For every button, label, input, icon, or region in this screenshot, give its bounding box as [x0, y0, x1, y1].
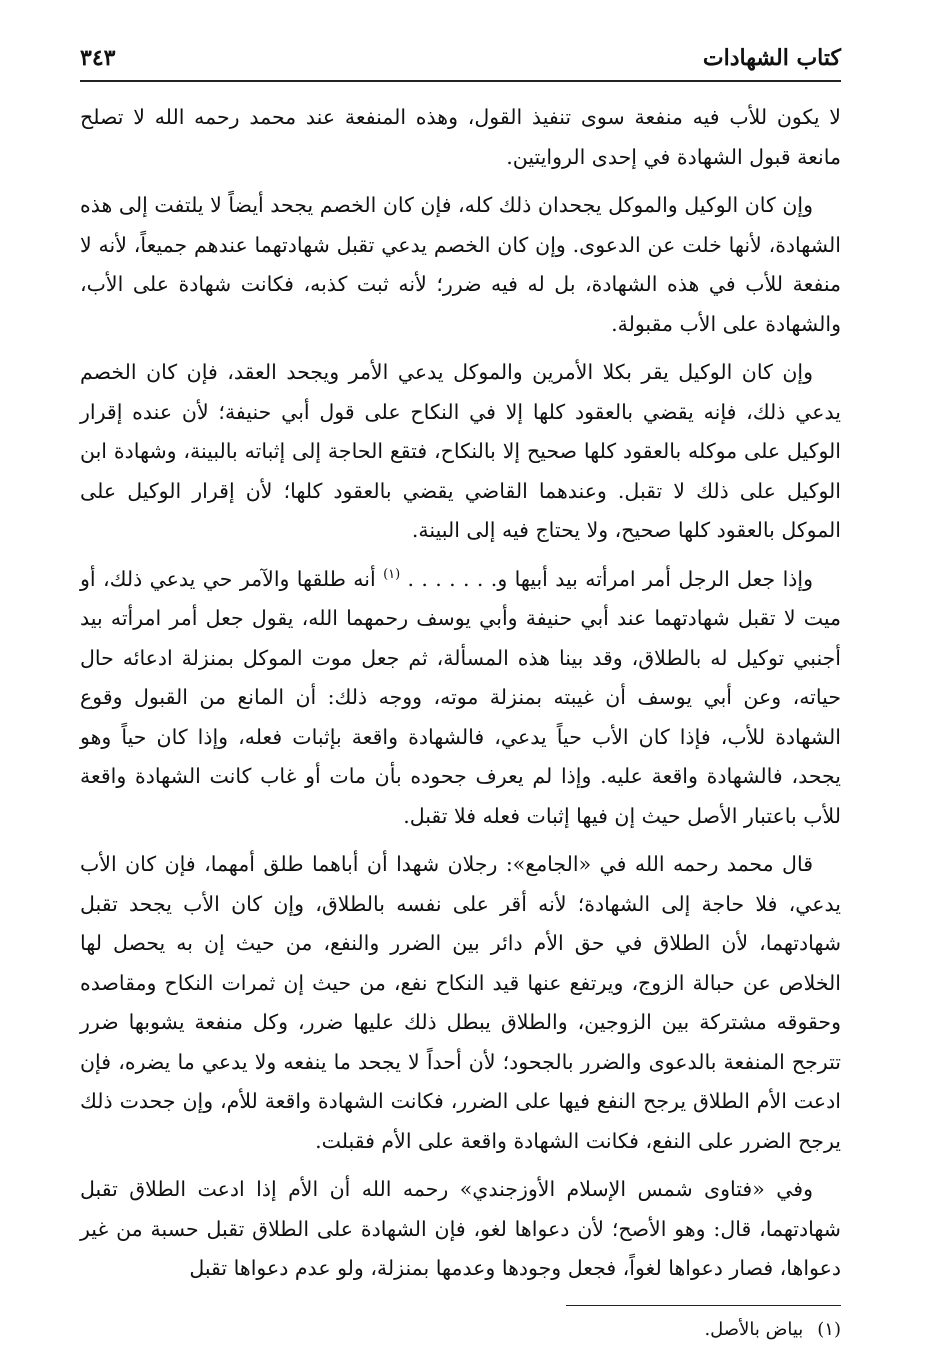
main-text [80, 98, 841, 1298]
paragraph-continuation: لا يكون للأب فيه منفعة سوى تنفيذ القول، وهذه المنفعة عند محمد رحمه الله لا تصلح مانعة قبول الشهادة في إحدى الروايتين. [80, 105, 841, 169]
paragraph-text: وإذا جعل الرجل أمر امرأته بيد أبيها و. . . . . . . [400, 566, 813, 591]
paragraph-with-note [80, 560, 841, 837]
book-title: كتاب الشهادات [702, 45, 841, 71]
header-rule [80, 80, 841, 82]
paragraph-text: أنه طلقها والآمر حي يدعي ذلك، أو ميت لا تقبل شهادتهما عند أبي حنيفة وأبي يوسف رحمهما الله، يقول جعل أمر امرأته بيد أجنبي توكيل له بالطلاق، وقد بينا هذه المسألة، ثم جعل موت الموكل بمنزلة ادعائه حال حياته، وعن أبي يوسف أن غيبته بمنزلة موته، ووجه ذلك: أن المانع من القبول وقوع الشهادة للأب، فإذا كان الأب حياً يدعي، فالشهادة واقعة بإثبات فعله، وإذا كان حياً وهو يجحد، فالشهادة واقعة عليه. وإذا لم يعرف جحوده بأن مات أو غاب كانت الشهادة واقعة للأب باعتبار الأصل حيث إن فيها إثبات فعله فلا تقبل. [80, 566, 841, 828]
footnote-text: بياض بالأصل. [704, 1319, 804, 1340]
paragraph: وإن كان الوكيل والموكل يجحدان ذلك كله، فإن كان الخصم يجحد أيضاً لا يلتفت إلى هذه الشهادة، لأنها خلت عن الدعوى. وإن كان الخصم يدعي تقبل شهادتهما عندهم جميعاً، لأنه لا منفعة للأب في هذه الشهادة، بل له فيه ضرر؛ لأنه ثبت كذبه، فكانت شهادة على الأب، والشهادة على الأب مقبولة. [80, 193, 841, 336]
paragraph: وإن كان الوكيل يقر بكلا الأمرين والموكل يدعي الأمر ويجحد العقد، فإن كان الخصم يدعي ذلك، فإنه يقضي بالعقود كلها إلا في النكاح على قول أبي حنيفة؛ لأن عنده إقرار الوكيل على موكله بالعقود كلها صحيح إلا بالنكاح، فتقع الحاجة إلى إثباته بالبينة، وشهادة ابن الوكيل على ذلك لا تقبل. وعندهما القاضي يقضي بالعقود كلها؛ لأن إقرار الوكيل على الموكل بالعقود كلها صحيح، ولا يحتاج فيه إلى البينة. [80, 360, 841, 542]
footnote-rule [566, 1305, 841, 1306]
paragraph: وفي «فتاوى شمس الإسلام الأوزجندي» رحمه الله أن الأم إذا ادعت الطلاق تقبل شهادتهما، قال: وهو الأصح؛ لأن دعواها لغو، فإن الشهادة على الطلاق تقبل حسبة من غير دعواها، فصار دعواها لغواً، فجعل وجودها وعدمها بمنزلة، ولو عدم دعواها تقبل [80, 1177, 841, 1280]
page-number: ٣٤٣ [80, 45, 116, 71]
footnote [704, 1318, 841, 1342]
footnote-marker: (١) [383, 566, 401, 582]
footnote-number: (١) [817, 1319, 841, 1340]
running-header [80, 38, 841, 78]
paragraph: قال محمد رحمه الله في «الجامع»: رجلان شهدا أن أباهما طلق أمهما، فإن كان الأب يدعي، فلا حاجة إلى الشهادة؛ لأنه أقر على نفسه بالطلاق، وإن كان الأب يجحد تقبل شهادتهما، لأن الطلاق في حق الأم دائر بين الضرر والنفع، من حيث إن به يحصل لها الخلاص عن حبالة الزوج، ويرتفع عنها قيد النكاح نفع، من حيث إن ثمرات النكاح ومقاصده وحقوقه مشتركة بين الزوجين، والطلاق يبطل ذلك عليها ضرر، وكل منفعة يشوبها ضرر تترجح المنفعة بالدعوى والضرر بالجحود؛ لأن أحداً لا يجحد ما ينفعه ولا يدعي ما يضره، فإن ادعت الأم الطلاق يرجح النفع فيها على الضرر، فكانت الشهادة واقعة للأم، وإن جحدت ذلك يرجح الضرر على النفع، فكانت الشهادة واقعة على الأم فقبلت. [80, 852, 841, 1153]
